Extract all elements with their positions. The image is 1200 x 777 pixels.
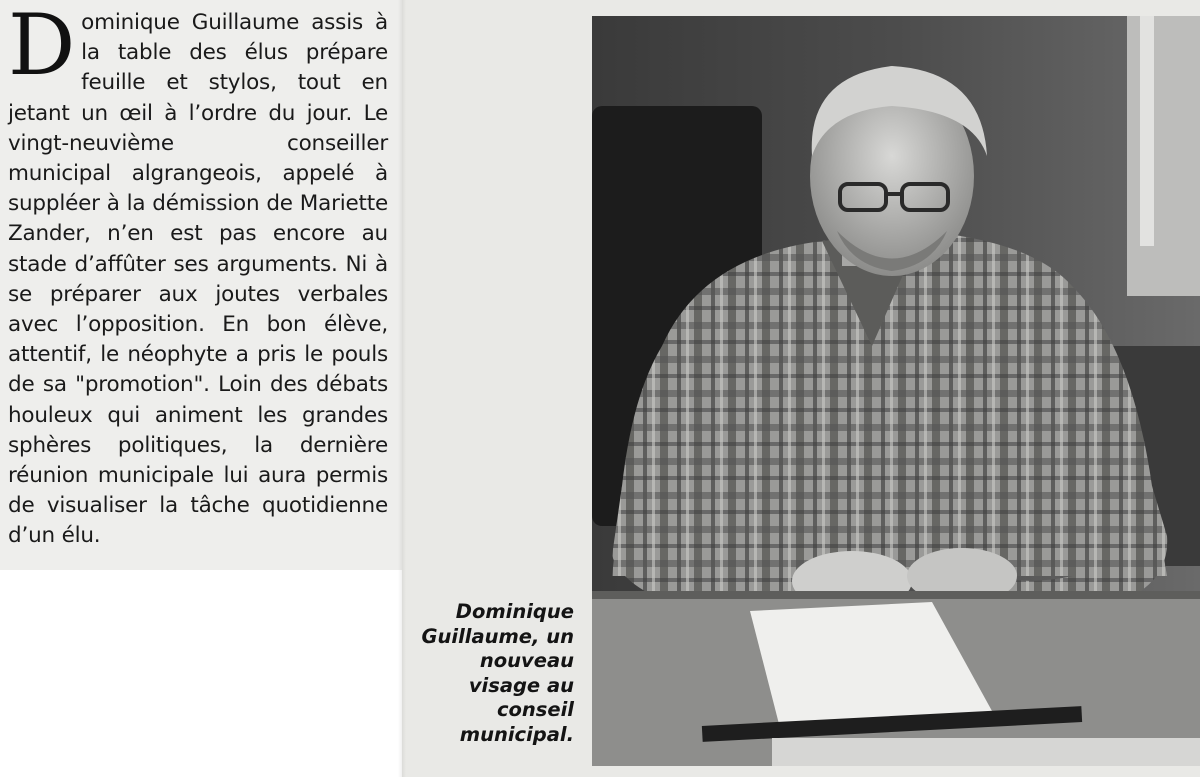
news-photo <box>592 16 1200 766</box>
caption-line: conseil <box>496 698 574 721</box>
man-at-council-table-icon <box>592 16 1200 766</box>
article-text <box>8 0 388 552</box>
caption-line: Guillaume, un <box>421 624 574 648</box>
caption-line: visage au <box>468 673 574 697</box>
caption-line: Dominique <box>455 600 574 623</box>
caption-line: municipal. <box>459 722 574 746</box>
drop-cap: D <box>8 0 76 94</box>
article-body: ominique Guillaume assis à la table des élus prépare feuille et stylos, tout en jetant un œil à l’ordre du jour. Le vingt-neuvième conseiller municipal algrangeois, appelé à suppléer à la démission de Mariette Zander, n’en est pas encore au stade d’affûter ses arguments. Ni à se préparer aux joutes verbales avec l’opposition. En bon élève, attentif, le néophyte a pris le pouls de sa "promotion". Loin des débats houleux qui animent les grandes sphères politiques, la dernière réunion municipale lui aura permis de visualiser la tâche quotidienne d’un élu. <box>8 10 388 549</box>
caption-line: nouveau <box>479 649 574 672</box>
photo-caption <box>402 600 574 747</box>
